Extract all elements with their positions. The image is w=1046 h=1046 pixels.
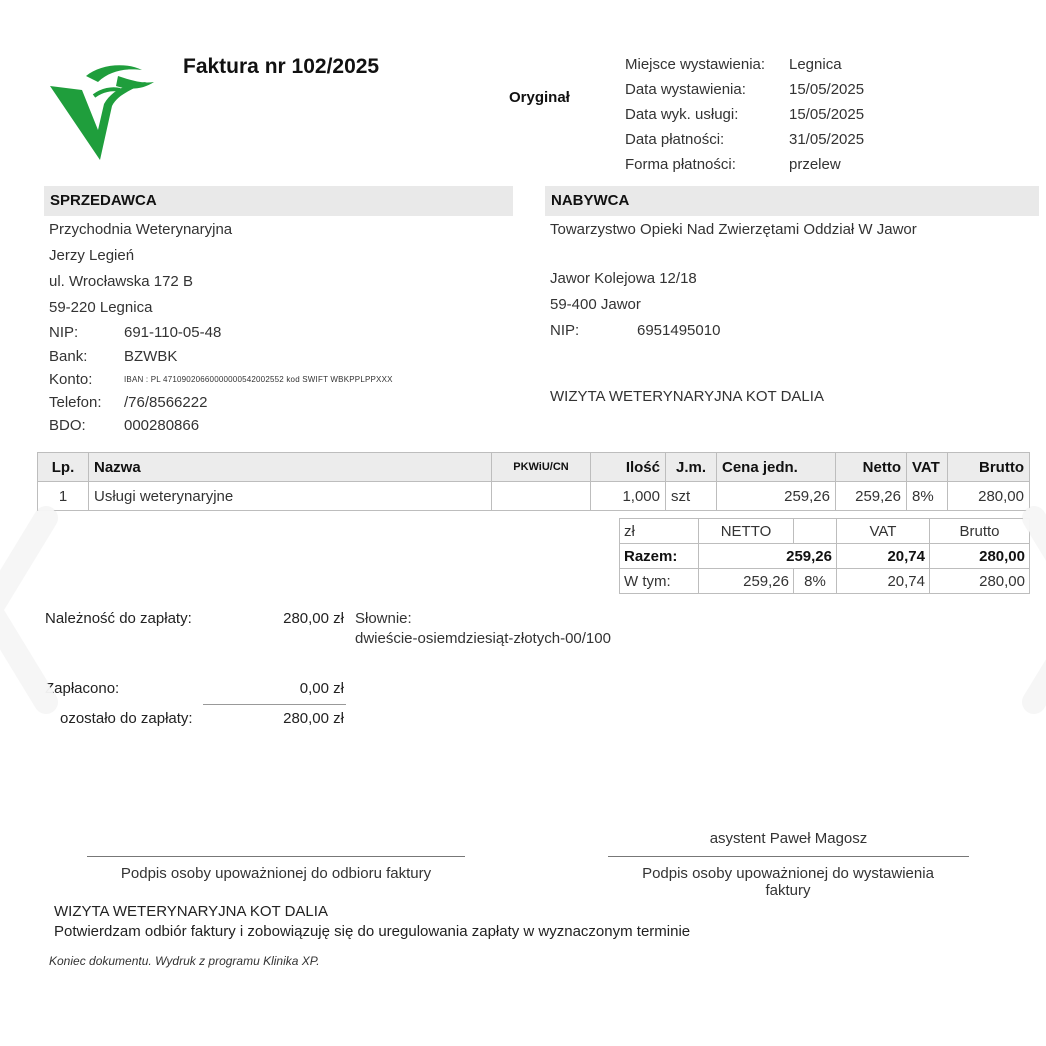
cell-price: 259,26 [717, 482, 836, 511]
meta-label: Data płatności: [625, 131, 725, 148]
buyer-nip: NIP: 6951495010 [550, 322, 721, 339]
cell-vat: 8% [907, 482, 948, 511]
col-price: Cena jedn. [717, 453, 836, 482]
totals-sum-row [620, 544, 1030, 569]
totals-incl-label: W tym: [620, 569, 699, 594]
meta-value: 15/05/2025 [789, 106, 865, 123]
issuer-signature-line [608, 856, 969, 857]
copy-label: Oryginał [509, 89, 570, 106]
meta-value: Legnica [789, 56, 842, 73]
meta-value: przelew [789, 156, 841, 173]
due-label: Należność do zapłaty: [45, 610, 192, 627]
buyer-note [550, 384, 824, 410]
invoice-title: Faktura nr 102/2025 [183, 55, 380, 78]
cell-qty: 1,000 [591, 482, 666, 511]
totals-incl-row [620, 569, 1030, 594]
seller-nip: NIP: 691-110-05-48 [49, 324, 222, 341]
col-qty: Ilość [591, 453, 666, 482]
seller-bank: Bank: BZWBK [49, 348, 178, 365]
seller-name: Przychodnia Weterynaryjna [49, 221, 233, 238]
buyer-block [550, 217, 917, 243]
totals-table [619, 518, 1030, 594]
items-header-row [38, 453, 1030, 482]
paid-amount: 0,00 zł [299, 680, 344, 697]
col-vat: VAT [907, 453, 948, 482]
buyer-heading: NABYWCA [545, 186, 1039, 216]
col-net: Netto [836, 453, 907, 482]
seller-bdo: BDO: 000280866 [49, 417, 200, 434]
col-name: Nazwa [89, 453, 492, 482]
meta-label: Data wystawienia: [625, 81, 746, 98]
paid-divider [203, 704, 346, 705]
totals-vat-label: VAT [837, 519, 930, 544]
seller-heading: SPRZEDAWCA [44, 186, 513, 216]
buyer-street: Jawor Kolejowa 12/18 [550, 270, 697, 287]
seller-phone: Telefon: /76/8566222 [49, 394, 208, 411]
buyer-address [550, 266, 720, 344]
seller-block [49, 217, 393, 437]
remaining-label: ozostało do zapłaty: [60, 710, 193, 727]
issuer-name: asystent Paweł Magosz [709, 830, 868, 847]
buyer-note-text: WIZYTA WETERYNARYJNA KOT DALIA [550, 388, 824, 405]
totals-incl-net: 259,26 [699, 569, 794, 594]
totals-sum-net: 259,26 [699, 544, 837, 569]
footer-confirmation: Potwierdzam odbiór faktury i zobowiązuję się do uregulowania zapłaty w wyznaczonym terminie [54, 923, 691, 940]
totals-incl-gross: 280,00 [930, 569, 1030, 594]
cell-net: 259,26 [836, 482, 907, 511]
invoice-meta [625, 52, 864, 177]
meta-value: 31/05/2025 [789, 131, 865, 148]
cell-name: Usługi weterynaryjne [89, 482, 492, 511]
words-text: dwieście-osiemdziesiąt-złotych-00/100 [355, 630, 611, 647]
chevron-left-icon[interactable] [0, 500, 60, 720]
meta-row [625, 127, 864, 152]
totals-sum-label: Razem: [620, 544, 699, 569]
totals-sum-vat: 20,74 [837, 544, 930, 569]
words-label: Słownie: [355, 610, 412, 627]
meta-row [625, 152, 864, 177]
cell-lp: 1 [38, 482, 89, 511]
seller-account: Konto: IBAN : PL 47109020660000000542002552 kod SWIFT WBKPPLPPXXX [49, 371, 393, 388]
totals-incl-vat: 20,74 [837, 569, 930, 594]
buyer-name: Towarzystwo Opieki Nad Zwierzętami Oddział W Jawor [550, 221, 917, 238]
receiver-signature-line [87, 856, 465, 857]
meta-row [625, 52, 864, 77]
receiver-caption: Podpis osoby upoważnionej do odbioru faktury [120, 865, 432, 882]
totals-incl-rate: 8% [794, 569, 837, 594]
paid-label: Zapłacono: [45, 680, 120, 697]
items-table [37, 452, 1030, 511]
seller-street: ul. Wrocławska 172 B [49, 273, 193, 290]
issuer-caption: Podpis osoby upoważnionej do wystawienia faktury [642, 865, 934, 899]
remaining-amount: 280,00 zł [283, 710, 344, 727]
totals-blank [794, 519, 837, 544]
cell-unit: szt [666, 482, 717, 511]
col-pkwiu: PKWiU/CN [492, 453, 591, 482]
meta-label: Forma płatności: [625, 156, 736, 173]
totals-sum-gross: 280,00 [930, 544, 1030, 569]
meta-label: Miejsce wystawienia: [625, 56, 766, 73]
footer-note: WIZYTA WETERYNARYJNA KOT DALIA [54, 903, 328, 920]
totals-gross-label: Brutto [930, 519, 1030, 544]
totals-currency: zł [620, 519, 699, 544]
due-amount: 280,00 zł [283, 610, 344, 627]
meta-row [625, 77, 864, 102]
document-end-note: Koniec dokumentu. Wydruk z programu Klinika XP. [49, 954, 320, 968]
col-gross: Brutto [948, 453, 1030, 482]
seller-city: 59-220 Legnica [49, 299, 153, 316]
meta-label: Data wyk. usługi: [625, 106, 739, 123]
cell-gross: 280,00 [948, 482, 1030, 511]
table-row [38, 482, 1030, 511]
seller-person: Jerzy Legień [49, 247, 135, 264]
meta-row [625, 102, 864, 127]
col-lp: Lp. [38, 453, 89, 482]
buyer-city: 59-400 Jawor [550, 296, 641, 313]
chevron-right-icon[interactable] [1010, 500, 1046, 720]
totals-net-label: NETTO [699, 519, 794, 544]
cell-pkwiu [492, 482, 591, 511]
meta-value: 15/05/2025 [789, 81, 865, 98]
col-unit: J.m. [666, 453, 717, 482]
totals-header-row [620, 519, 1030, 544]
clinic-logo-icon [46, 60, 158, 164]
